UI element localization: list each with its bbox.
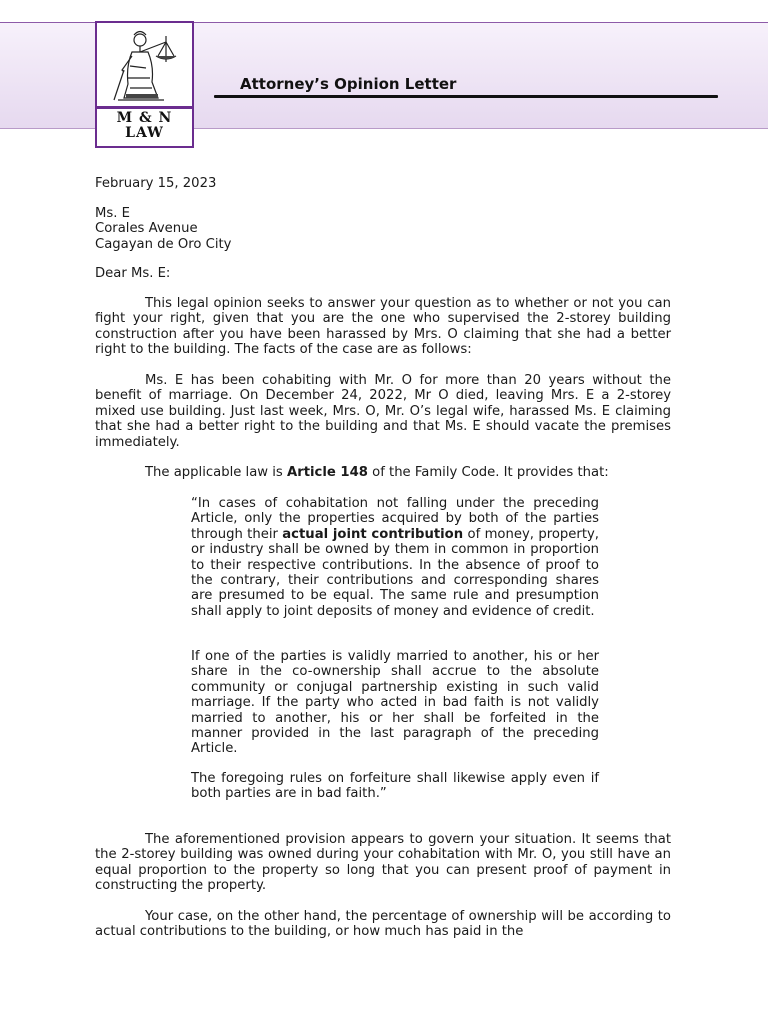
recipient-address [95, 206, 395, 252]
title-underline [214, 95, 718, 98]
law-intro-before: The applicable law is [145, 465, 287, 480]
logo-divider [97, 106, 192, 109]
logo-line-2: LAW [125, 125, 164, 141]
quote-paragraph-2: If one of the parties is validly married to another, his or her share in the co-ownership shall accrue to the absolute community or conjugal partnership existing in such valid marriage. If the party who acted in bad faith is not validly married to another, his or her shall be forfeited in the manner provided in the last paragraph of the preceding Article. [191, 649, 599, 757]
quote1-after: of money, property, or industry shall be owned by them in common in proportion to their respective contributions. In the absence of proof to the contrary, their contributions and corresponding shares are presumed to be equal. The same rule and presumption shall apply to joint deposits of money and evidence of credit. [191, 526, 599, 619]
document-title: Attorney’s Opinion Letter [240, 75, 457, 93]
salutation: Dear Ms. E: [95, 266, 171, 281]
quote1-before: “In cases of cohabitation not falling under the preceding Article, only the properties acquired by both of the parties through their [191, 496, 599, 542]
lady-justice-icon [100, 26, 189, 104]
quote-paragraph-3: The foregoing rules on forfeiture shall likewise apply even if both parties are in bad faith.” [191, 771, 599, 802]
paragraph-facts: Ms. E has been cohabiting with Mr. O for more than 20 years without the benefit of marriage. On December 24, 2022, Mr O died, leaving Mrs. E a 2-storey mixed use building. Just last week, Mrs. O, Mr. O’s legal wife, harassed Ms. E claiming that she had a better right to the building and that Ms. E should vacate the premises immediately. [95, 373, 671, 450]
firm-logo [95, 21, 194, 148]
logo-line-1: M & N [116, 110, 173, 126]
paragraph-applicable-law [95, 465, 671, 480]
recipient-city: Cagayan de Oro City [95, 236, 232, 252]
paragraph-contribution: Your case, on the other hand, the percentage of ownership will be according to actual contributions to the building, or how much has paid in the [95, 909, 671, 940]
paragraph-intro: This legal opinion seeks to answer your question as to whether or not you can fight your right, given that you are the one who supervised the 2-storey building construction after you have been harassed by Mrs. O claiming that she had a better right to the building. The facts of the case are as follows: [95, 296, 671, 358]
quote-paragraph-1 [191, 496, 599, 619]
quote1-emphasis: actual joint contribution [282, 526, 464, 542]
recipient-street: Corales Avenue [95, 221, 198, 237]
logo-wordmark [97, 111, 192, 141]
law-intro-after: of the Family Code. It provides that: [367, 465, 609, 480]
letter-date: February 15, 2023 [95, 176, 217, 191]
recipient-name: Ms. E [95, 206, 130, 221]
law-article: Article 148 [287, 465, 368, 480]
paragraph-analysis: The aforementioned provision appears to govern your situation. It seems that the 2-storey building was owned during your cohabitation with Mr. O, you still have an equal proportion to the property so long that you can present proof of payment in constructing the property. [95, 832, 671, 894]
